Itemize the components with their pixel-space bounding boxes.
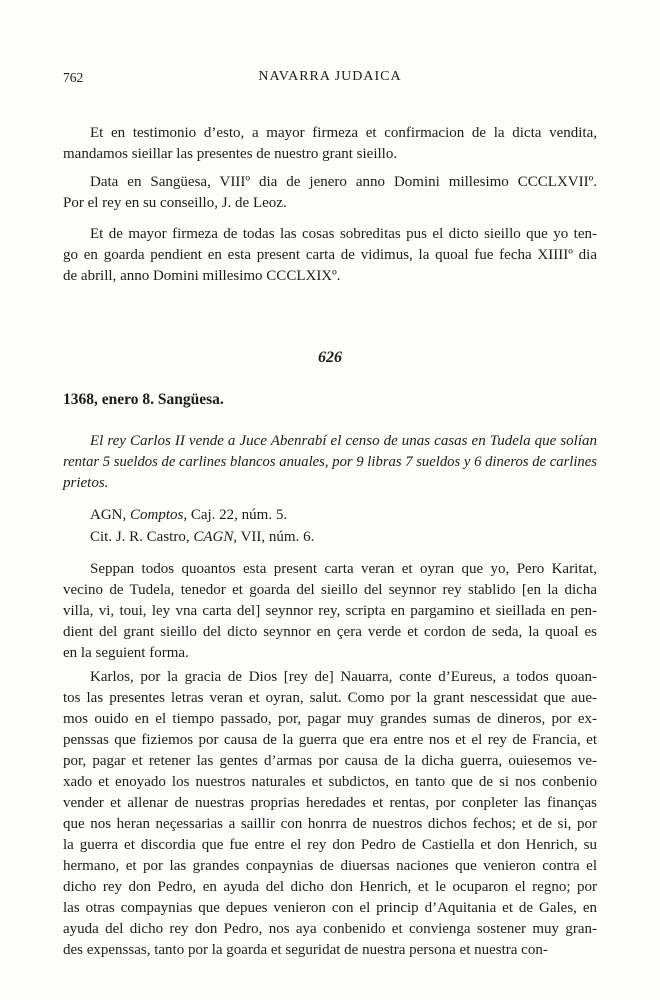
text-line: rentar 5 sueldos de carlines blancos anuales, por 9 libras 7 sueldos y 6 dineros de carlines <box>63 454 597 470</box>
closing-paragraph-data <box>63 172 597 214</box>
text-line: des expenssas, tanto por la goarda et seguridat de nuestra persona et nuestra con- <box>63 942 548 958</box>
reference-text: , Caj. 22, núm. 5. <box>183 507 288 523</box>
text-line: Seppan todos quoantos esta present carta veran et oyran que yo, Pero Karitat, <box>90 561 597 577</box>
body-paragraph-seppan <box>63 559 597 664</box>
text-line: hermano, et por las grandes conpaynias de diuersas naciones que venieron contra el <box>63 858 597 874</box>
text-line: mos ouido en el tiempo passado, por, pagar muy grandes sumas de dineros, por ex- <box>63 711 597 727</box>
text-line: Karlos, por la gracia de Dios [rey de] Nauarra, conte d’Eureus, a todos quoan- <box>90 669 597 685</box>
text-line: xado et enoyado los nuestros naturales et subdictos, en tanto que de si nos conbenio <box>63 774 597 790</box>
text-line: Data en Sangüesa, VIIIº dia de jenero anno Domini millesimo CCCLXVIIº. <box>90 174 597 190</box>
text-line: que nos heran neçessarias a saillir con honrra de nuestros dichos fechos; et de si, por <box>63 816 597 832</box>
text-line: la guerra et discordia que fue entre el rey don Pedro de Castiella et don Henrich, su <box>63 837 597 853</box>
text-line: Et de mayor firmeza de todas las cosas sobreditas pus el dicto sieillo que yo ten- <box>90 226 597 242</box>
text-line: de abrill, anno Domini millesimo CCCLXIXº. <box>63 268 341 284</box>
closing-paragraph-vidimus <box>63 224 597 287</box>
text-line: go en goarda pendient en esta present carta de vidimus, la quoal fue fecha XIIIIº dia <box>63 247 597 263</box>
citation-reference <box>90 526 597 548</box>
text-line: penssas que fiziemos por causa de la guerra que era entre nos et el rey de Francia, et <box>63 732 597 748</box>
reference-italic-title: Comptos <box>130 507 184 523</box>
body-paragraph-karlos <box>63 667 597 961</box>
reference-italic-title: CAGN <box>193 529 234 545</box>
text-line: Por el rey en su conseillo, J. de Leoz. <box>63 195 287 211</box>
text-line: vecino de Tudela, tenedor et goarda del sieillo del seynnor rey stablido [en la dicha <box>63 582 597 598</box>
page-number: 762 <box>63 70 84 85</box>
page-content <box>63 0 597 961</box>
text-line: prietos. <box>63 475 109 491</box>
text-line: mandamos sieillar las presentes de nuestro grant sieillo. <box>63 146 398 162</box>
text-line: dicho rey don Pedro, en ayuda del dicho don Henrich, et le ocuparon el regno; por <box>63 879 597 895</box>
document-date-heading: 1368, enero 8. Sangüesa. <box>63 391 224 408</box>
archive-reference <box>90 504 597 526</box>
text-line: dient del grant sieillo del dicto seynnor en çera verde et cordon de seda, la quoal es <box>63 624 597 640</box>
closing-paragraph-testimonio <box>63 123 597 165</box>
text-line: por, pagar et retener las gentes d’armas por causa de la dicha guerra, ouiesemos ve- <box>63 753 597 769</box>
reference-text: Cit. J. R. Castro, <box>90 529 194 545</box>
text-line: villa, vi, toui, ley vna carta del] seynnor rey, scripta en pargamino et sieillada en pen- <box>63 603 597 619</box>
text-line: Et en testimonio d’esto, a mayor firmeza et confirmacion de la dicta vendita, <box>90 125 597 141</box>
running-header <box>63 69 597 87</box>
references <box>63 504 597 548</box>
running-title: NAVARRA JUDAICA <box>258 69 402 84</box>
document-number: 626 <box>318 349 342 366</box>
text-line: en la seguient forma. <box>63 645 189 661</box>
reference-text: AGN, <box>90 507 130 523</box>
text-line: tos las presentes letras veran et oyran, salut. Como por la grant nescessidat que aue- <box>63 690 597 706</box>
reference-text: , VII, núm. 6. <box>233 529 315 545</box>
text-line: las otras compaynias que depues venieron con el princip d’Aquitania et de Gales, en <box>63 900 597 916</box>
text-line: El rey Carlos II vende a Juce Abenrabí el censo de unas casas en Tudela que solían <box>90 433 597 449</box>
text-line: vender et allenar de nuestras proprias heredades et rentas, por conpleter las finanças <box>63 795 597 811</box>
text-line: ayuda del dicho rey don Pedro, nos aya conbenido et convienga sostener muy gran- <box>63 921 597 937</box>
document-summary <box>63 431 597 494</box>
